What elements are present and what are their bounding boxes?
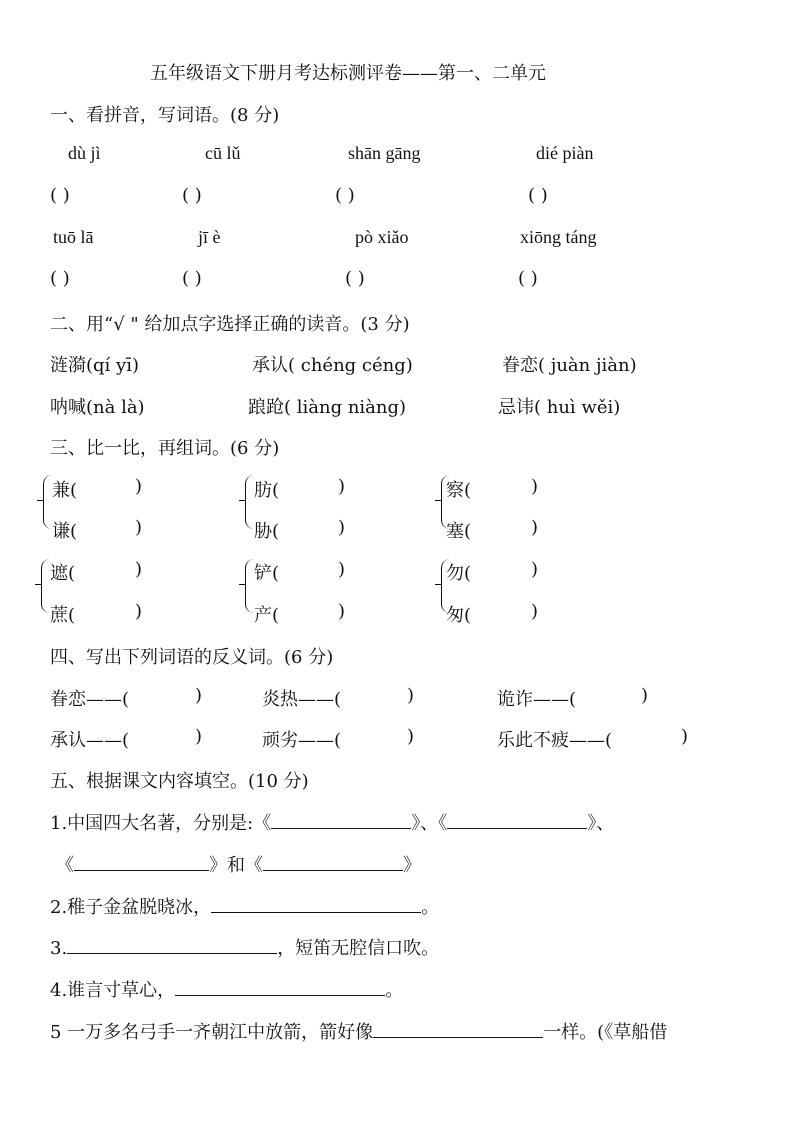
pinyin-2: cū lǔ <box>205 143 241 163</box>
pinyin-7: pò xiǎo <box>355 227 409 247</box>
reading-choice-1[interactable]: 涟漪(qí yī) <box>50 355 139 376</box>
question-text: 4.谁言寸草心， <box>50 980 176 1001</box>
compare-close: ) <box>338 517 346 538</box>
question-text: 。 <box>421 897 440 918</box>
pinyin-3: shān gāng <box>348 143 421 163</box>
compare-item-6[interactable]: 塞( <box>446 521 472 542</box>
antonym-close: ) <box>407 726 415 747</box>
antonym-item-1[interactable]: 眷恋——( <box>50 689 130 710</box>
antonym-close: ) <box>407 685 415 706</box>
answer-blank-1[interactable]: ( ) <box>50 185 70 206</box>
fill-blank[interactable] <box>67 939 277 954</box>
question-text: 3. <box>50 938 68 959</box>
brace-mark <box>245 559 254 613</box>
compare-item-1[interactable]: 兼( <box>52 480 78 501</box>
antonym-close: ) <box>641 685 649 706</box>
question-1-line-2 <box>56 851 421 877</box>
reading-choice-2[interactable]: 承认( chéng céng) <box>252 355 413 376</box>
fill-blank[interactable] <box>263 856 403 871</box>
antonym-close: ) <box>195 685 203 706</box>
page-title: 五年级语文下册月考达标测评卷——第一、二单元 <box>150 63 546 84</box>
pinyin-1: dù jì <box>68 143 101 163</box>
antonym-item-2[interactable]: 炎热——( <box>262 689 342 710</box>
compare-item-3[interactable]: 察( <box>446 480 472 501</box>
fill-blank[interactable] <box>211 898 421 913</box>
compare-close: ) <box>531 476 539 497</box>
compare-item-7[interactable]: 遮( <box>50 563 76 584</box>
compare-item-10[interactable]: 蔗( <box>50 605 76 626</box>
compare-item-5[interactable]: 胁( <box>254 521 280 542</box>
pinyin-5: tuō lā <box>53 227 94 247</box>
question-text: 》和《 <box>209 855 263 876</box>
antonym-item-5[interactable]: 顽劣——( <box>262 730 342 751</box>
pinyin-6: jī è <box>198 227 221 247</box>
pinyin-8: xiōng táng <box>520 227 597 247</box>
antonym-item-3[interactable]: 诡诈——( <box>497 689 577 710</box>
compare-close: ) <box>135 559 143 580</box>
compare-close: ) <box>531 559 539 580</box>
question-text: 。 <box>385 980 404 1001</box>
question-4 <box>50 976 403 1002</box>
compare-item-12[interactable]: 匆( <box>446 605 472 626</box>
fill-blank[interactable] <box>175 981 385 996</box>
compare-close: ) <box>338 601 346 622</box>
section-4-heading: 四、写出下列词语的反义词。(6 分) <box>50 647 334 668</box>
section-1-heading: 一、看拼音，写词语。(8 分) <box>50 105 280 126</box>
question-1-line-1 <box>50 809 614 835</box>
compare-close: ) <box>135 476 143 497</box>
question-text: 一样。(《草船借 <box>543 1022 668 1043</box>
answer-blank-8[interactable]: ( ) <box>518 268 538 289</box>
compare-close: ) <box>135 517 143 538</box>
question-5 <box>50 1018 667 1044</box>
reading-choice-3[interactable]: 眷恋( juàn jiàn) <box>502 355 637 376</box>
question-text: 》 <box>403 855 421 876</box>
brace-mark <box>245 475 254 529</box>
compare-item-9[interactable]: 勿( <box>446 563 472 584</box>
compare-item-2[interactable]: 肪( <box>254 480 280 501</box>
question-text: 》、《 <box>411 813 448 834</box>
question-text: 1.中国四大名著，分别是:《 <box>50 813 272 834</box>
answer-blank-3[interactable]: ( ) <box>335 185 355 206</box>
compare-close: ) <box>531 517 539 538</box>
reading-choice-6[interactable]: 忌讳( huì wěi) <box>498 397 621 418</box>
reading-choice-5[interactable]: 踉跄( liàng niàng) <box>248 397 407 418</box>
question-2 <box>50 893 439 919</box>
question-3 <box>50 934 439 960</box>
question-text: 2.稚子金盆脱晓冰， <box>50 897 212 918</box>
compare-close: ) <box>531 601 539 622</box>
reading-choice-4[interactable]: 呐喊(nà là) <box>50 397 145 418</box>
compare-item-4[interactable]: 谦( <box>52 521 78 542</box>
compare-close: ) <box>135 601 143 622</box>
answer-blank-7[interactable]: ( ) <box>345 268 365 289</box>
question-text: 《 <box>56 855 74 876</box>
antonym-close: ) <box>195 726 203 747</box>
fill-blank[interactable] <box>373 1023 543 1038</box>
compare-close: ) <box>338 559 346 580</box>
fill-blank[interactable] <box>271 814 411 829</box>
answer-blank-5[interactable]: ( ) <box>50 268 70 289</box>
section-3-heading: 三、比一比，再组词。(6 分) <box>50 438 280 459</box>
brace-mark <box>43 475 52 529</box>
question-text: 》、 <box>587 813 615 834</box>
compare-item-8[interactable]: 铲( <box>254 563 280 584</box>
antonym-item-6[interactable]: 乐此不疲——( <box>497 730 613 751</box>
antonym-item-4[interactable]: 承认——( <box>50 730 130 751</box>
fill-blank[interactable] <box>447 814 587 829</box>
section-2-heading: 二、用“√ " 给加点字选择正确的读音。(3 分) <box>50 314 410 335</box>
section-5-heading: 五、根据课文内容填空。(10 分) <box>50 771 309 792</box>
compare-close: ) <box>338 476 346 497</box>
antonym-close: ) <box>681 726 689 747</box>
question-text: 5 一万多名弓手一齐朝江中放箭，箭好像 <box>50 1022 374 1043</box>
fill-blank[interactable] <box>74 856 209 871</box>
answer-blank-2[interactable]: ( ) <box>182 185 202 206</box>
pinyin-4: dié piàn <box>536 143 594 163</box>
brace-mark <box>41 559 50 613</box>
compare-item-11[interactable]: 产( <box>254 605 280 626</box>
question-text: ，短笛无腔信口吹。 <box>277 938 440 959</box>
answer-blank-6[interactable]: ( ) <box>182 268 202 289</box>
answer-blank-4[interactable]: ( ) <box>528 185 548 206</box>
